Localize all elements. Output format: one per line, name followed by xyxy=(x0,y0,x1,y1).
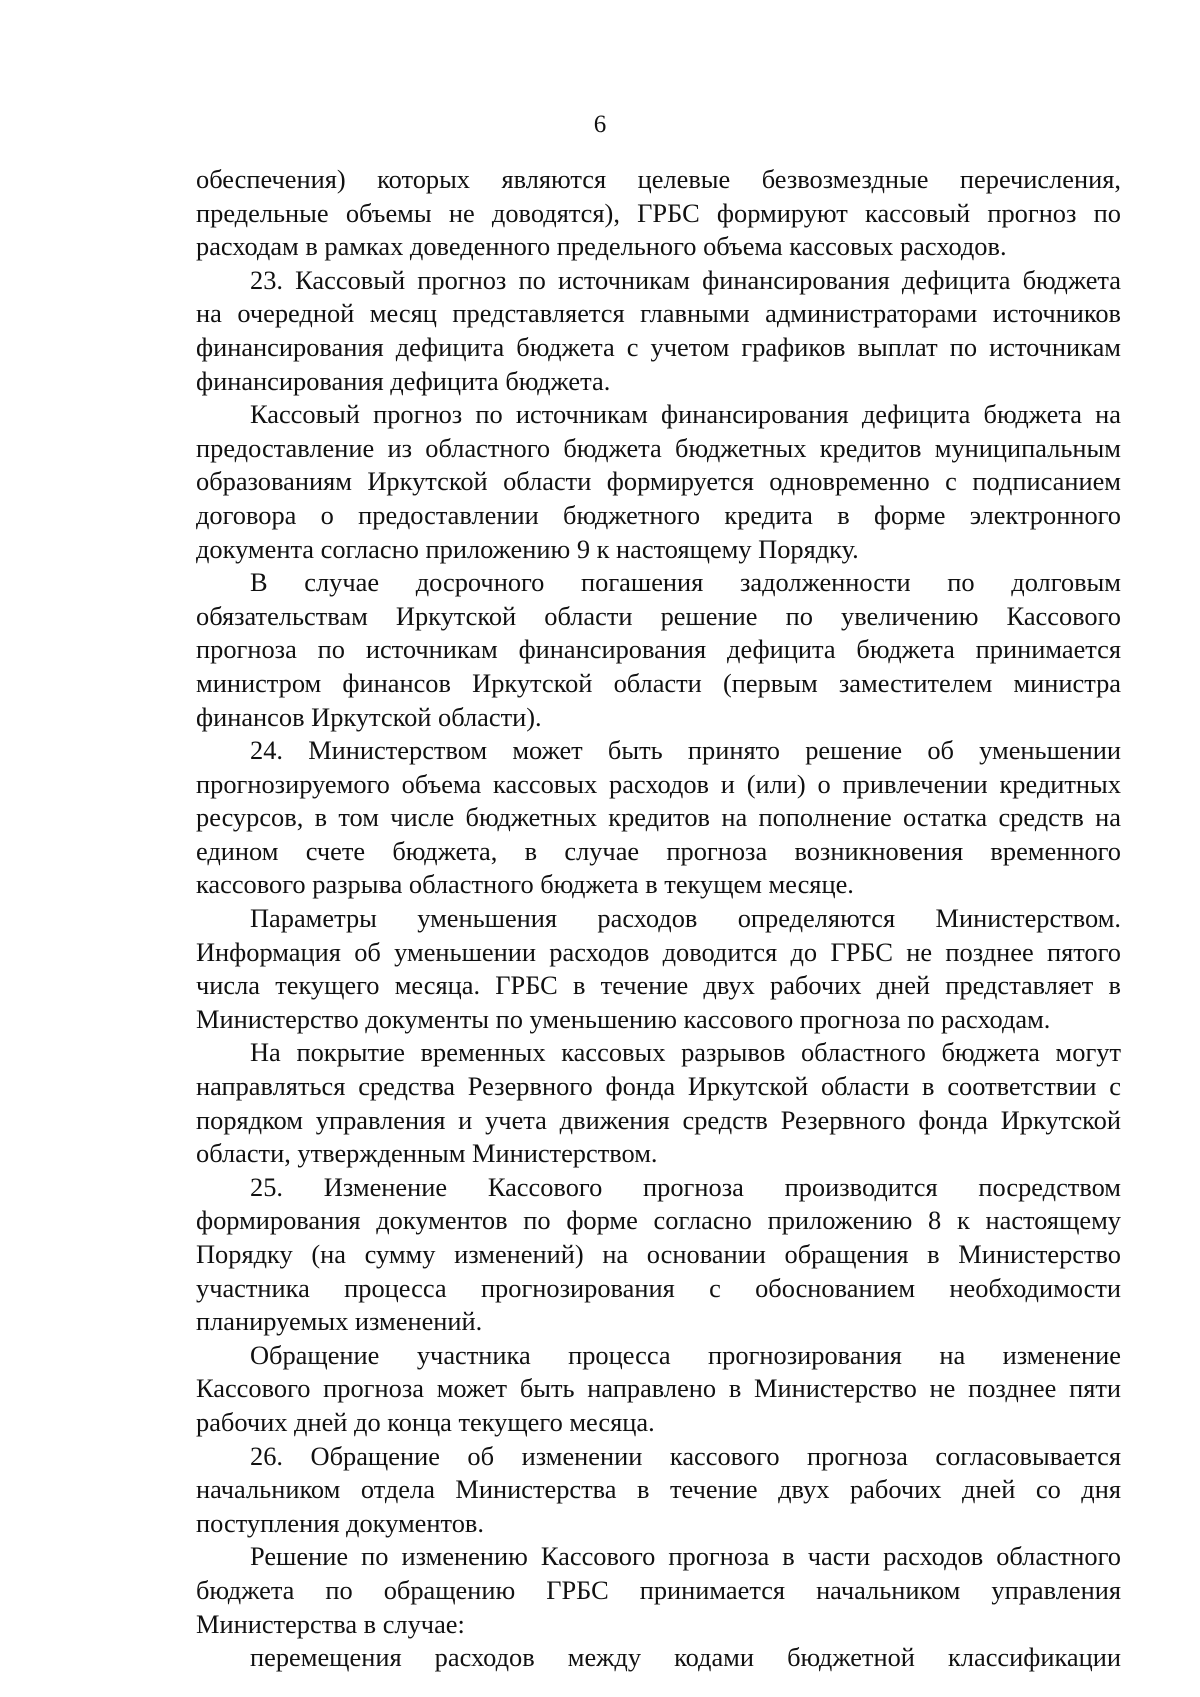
text-line: Решение по изменению Кассового прогноза в части расходов областного xyxy=(250,1541,1121,1572)
text-line: Информация об уменьшении расходов доводится до ГРБС не позднее пятого xyxy=(196,936,1121,967)
text-line: финансирования дефицита бюджета. xyxy=(196,365,611,396)
text-line: Министерство документы по уменьшению кассового прогноза по расходам. xyxy=(196,1003,1051,1034)
text-line: предоставление из областного бюджета бюджетных кредитов муниципальным xyxy=(196,432,1121,463)
text-line: бюджета по обращению ГРБС принимается начальником управления xyxy=(196,1574,1121,1605)
text-line: на очередной месяц представляется главными администраторами источников xyxy=(196,298,1121,329)
text-line: обязательствам Иркутской области решение по увеличению Кассового xyxy=(196,600,1121,631)
text-line: документа согласно приложению 9 к настоящему Порядку. xyxy=(196,533,859,564)
page-number: 6 xyxy=(593,111,607,138)
text-line: прогнозируемого объема кассовых расходов и (или) о привлечении кредитных xyxy=(196,768,1121,799)
text-line: 24. Министерством может быть принято решение об уменьшении xyxy=(250,735,1121,766)
text-line: формирования документов по форме согласно приложению 8 к настоящему xyxy=(196,1205,1121,1236)
text-line: едином счете бюджета, в случае прогноза возникновения временного xyxy=(196,835,1121,866)
text-line: Обращение участника процесса прогнозирования на изменение xyxy=(250,1339,1121,1370)
text-line: планируемых изменений. xyxy=(196,1306,483,1337)
text-line: Кассовый прогноз по источникам финансирования дефицита бюджета на xyxy=(250,399,1121,430)
text-line: прогноза по источникам финансирования дефицита бюджета принимается xyxy=(196,634,1121,665)
text-line: министром финансов Иркутской области (первым заместителем министра xyxy=(196,667,1121,698)
text-line: расходам в рамках доведенного предельного объема кассовых расходов. xyxy=(196,231,1007,262)
text-line: Параметры уменьшения расходов определяются Министерством. xyxy=(250,903,1121,934)
text-line: Кассового прогноза может быть направлено в Министерство не позднее пяти xyxy=(196,1373,1121,1404)
text-line: участника процесса прогнозирования с обоснованием необходимости xyxy=(196,1272,1121,1303)
document-body xyxy=(196,163,1121,1675)
text-line: поступления документов. xyxy=(196,1507,484,1538)
text-line: финансов Иркутской области). xyxy=(196,701,542,732)
text-line: Министерства в случае: xyxy=(196,1608,465,1639)
text-line: 23. Кассовый прогноз по источникам финансирования дефицита бюджета xyxy=(250,264,1121,295)
text-line: обеспечения) которых являются целевые безвозмездные перечисления, xyxy=(196,164,1121,194)
text-line: порядком управления и учета движения средств Резервного фонда Иркутской xyxy=(196,1104,1121,1135)
text-line: образованиям Иркутской области формируется одновременно с подписанием xyxy=(196,466,1121,497)
text-line: числа текущего месяца. ГРБС в течение двух рабочих дней представляет в xyxy=(196,970,1121,1001)
text-line: ресурсов, в том числе бюджетных кредитов на пополнение остатка средств на xyxy=(196,802,1121,833)
text-line: рабочих дней до конца текущего месяца. xyxy=(196,1406,655,1437)
text-line: В случае досрочного погашения задолженности по долговым xyxy=(250,567,1121,598)
text-line: договора о предоставлении бюджетного кредита в форме электронного xyxy=(196,499,1121,530)
text-line: области, утвержденным Министерством. xyxy=(196,1138,658,1169)
text-line: перемещения расходов между кодами бюджетной классификации xyxy=(250,1642,1121,1673)
text-line: начальником отдела Министерства в течение двух рабочих дней со дня xyxy=(196,1474,1121,1505)
text-line: направляться средства Резервного фонда Иркутской области в соответствии с xyxy=(196,1071,1121,1102)
text-line: предельные объемы не доводятся), ГРБС формируют кассовый прогноз по xyxy=(196,197,1121,228)
text-line: На покрытие временных кассовых разрывов областного бюджета могут xyxy=(250,1037,1121,1068)
text-line: кассового разрыва областного бюджета в текущем месяце. xyxy=(196,869,854,900)
text-line: финансирования дефицита бюджета с учетом графиков выплат по источникам xyxy=(196,331,1121,362)
text-line: Порядку (на сумму изменений) на основании обращения в Министерство xyxy=(196,1239,1121,1269)
text-line: 25. Изменение Кассового прогноза производится посредством xyxy=(250,1171,1121,1202)
text-line: 26. Обращение об изменении кассового прогноза согласовывается xyxy=(250,1440,1121,1471)
